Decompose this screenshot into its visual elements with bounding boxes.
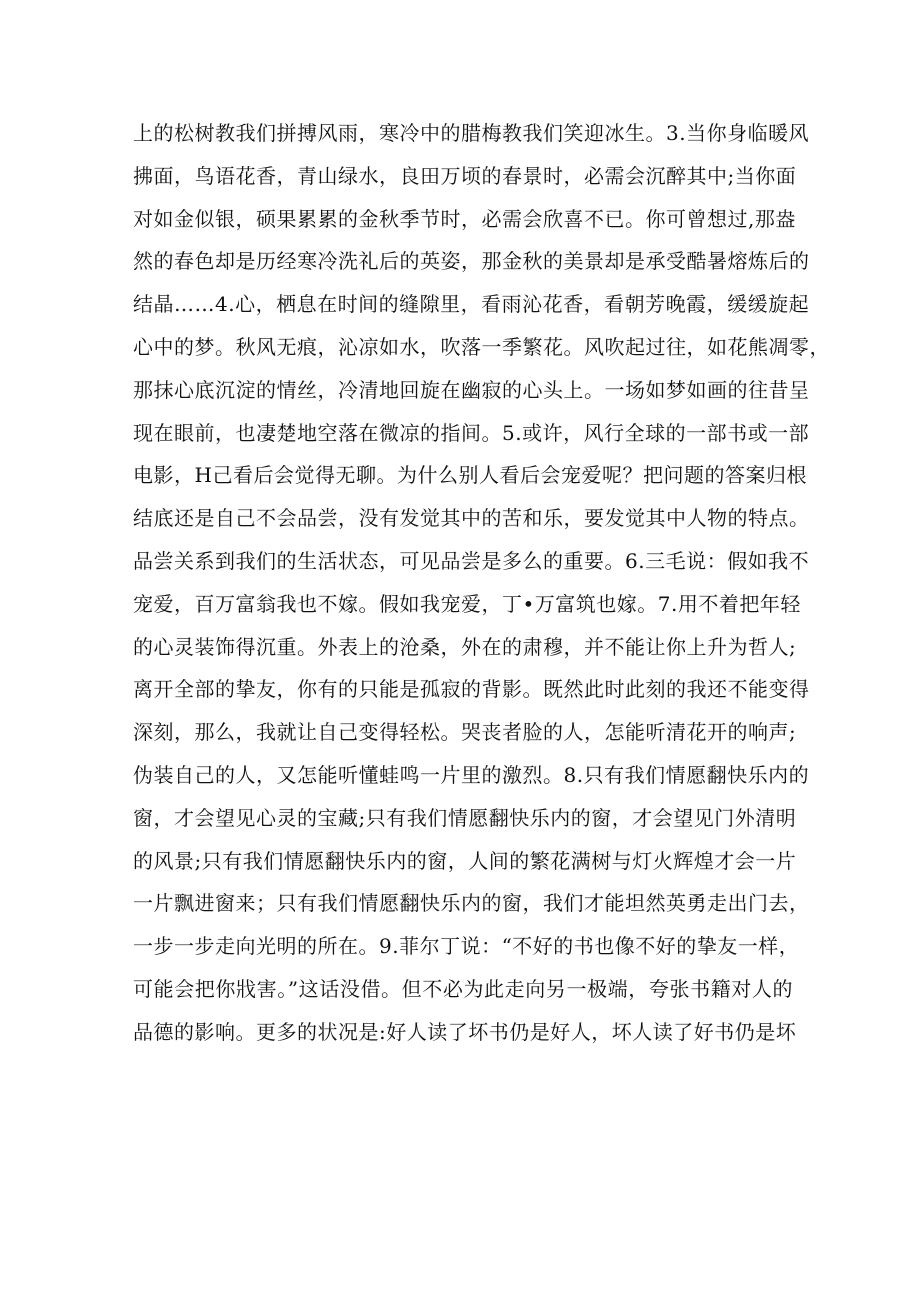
body-text	[133, 112, 830, 1054]
text-line: 伪装自己的人，又怎能听懂蛙鸣一片里的激烈。8.只有我们情愿翻快乐内的	[133, 762, 810, 787]
text-line: 窗，才会望见心灵的宝藏;只有我们情愿翻快乐内的窗，才会望见门外清明	[133, 805, 797, 830]
text-line: 离开全部的挚友，你有的只能是孤寂的背影。既然此时此刻的我还不能变得	[133, 677, 810, 702]
text-line: 上的松树教我们拼搏风雨，寒冷中的腊梅教我们笑迎冰生。3.当你身临暖风	[133, 121, 810, 145]
text-line: 品德的影响。更多的状况是:好人读了坏书仍是好人，坏人读了好书仍是坏	[133, 1019, 797, 1044]
text-line: 对如金似银，硕果累累的金秋季节时，必需会欣喜不已。你可曾想过,那盎	[133, 206, 796, 231]
text-line: 然的春色却是历经寒冷洗礼后的英姿，那金秋的美景却是承受酷暑熔炼后的	[133, 249, 810, 274]
text-line: 宠爱，百万富翁我也不嫁。假如我宠爱，丁•万富筑也嫁。7.用不着把年轻	[133, 591, 801, 616]
text-line: 一步一步走向光明的所在。9.菲尔丁说：“不好的书也像不好的挚友一样，	[133, 934, 800, 959]
text-line: 现在眼前，也凄楚地空落在微凉的指间。5.或许，风行全球的一部书或一部	[133, 420, 810, 445]
text-line: 品尝关系到我们的生活状态，可见品尝是多么的重要。6.三毛说：假如我不	[133, 548, 810, 573]
text-line: 拂面，鸟语花香，青山绿水，良田万顷的春景时，必需会沉醉其中;当你面	[133, 163, 797, 188]
text-line: 的心灵装饰得沉重。外表上的沧桑，外在的肃穆，并不能让你上升为哲人;	[133, 634, 797, 659]
text-line: 一片飘进窗来；只有我们情愿翻快乐内的窗，我们才能坦然英勇走出门去，	[133, 891, 810, 916]
text-line: 结底还是自己不会品尝，没有发觉其中的苦和乐，要发觉其中人物的特点。	[133, 506, 810, 531]
text-line: 的风景;只有我们情愿翻快乐内的窗，人间的繁花满树与灯火辉煌才会一片	[133, 848, 797, 873]
text-line: 深刻，那么，我就让自己变得轻松。哭丧者脸的人，怎能听清花开的响声;	[133, 720, 797, 745]
text-line: 心中的梦。秋风无痕，沁凉如水，吹落一季繁花。风吹起过往，如花熊凋零，	[133, 334, 830, 359]
text-line: 那抹心底沉淀的情丝，冷清地回旋在幽寂的心头上。一场如梦如画的往昔呈	[133, 377, 810, 402]
text-line: 电影，H己看后会觉得无聊。为什么别人看后会宠爱呢？把问题的答案归根	[133, 463, 807, 488]
text-line: 结晶……4.心，栖息在时间的缝隙里，看雨沁花香，看朝芳晚霞，缓缓旋起	[133, 292, 810, 317]
text-line: 可能会把你戕害。”这话没借。但不必为此走向另一极端，夸张书籍对人的	[133, 976, 793, 1001]
